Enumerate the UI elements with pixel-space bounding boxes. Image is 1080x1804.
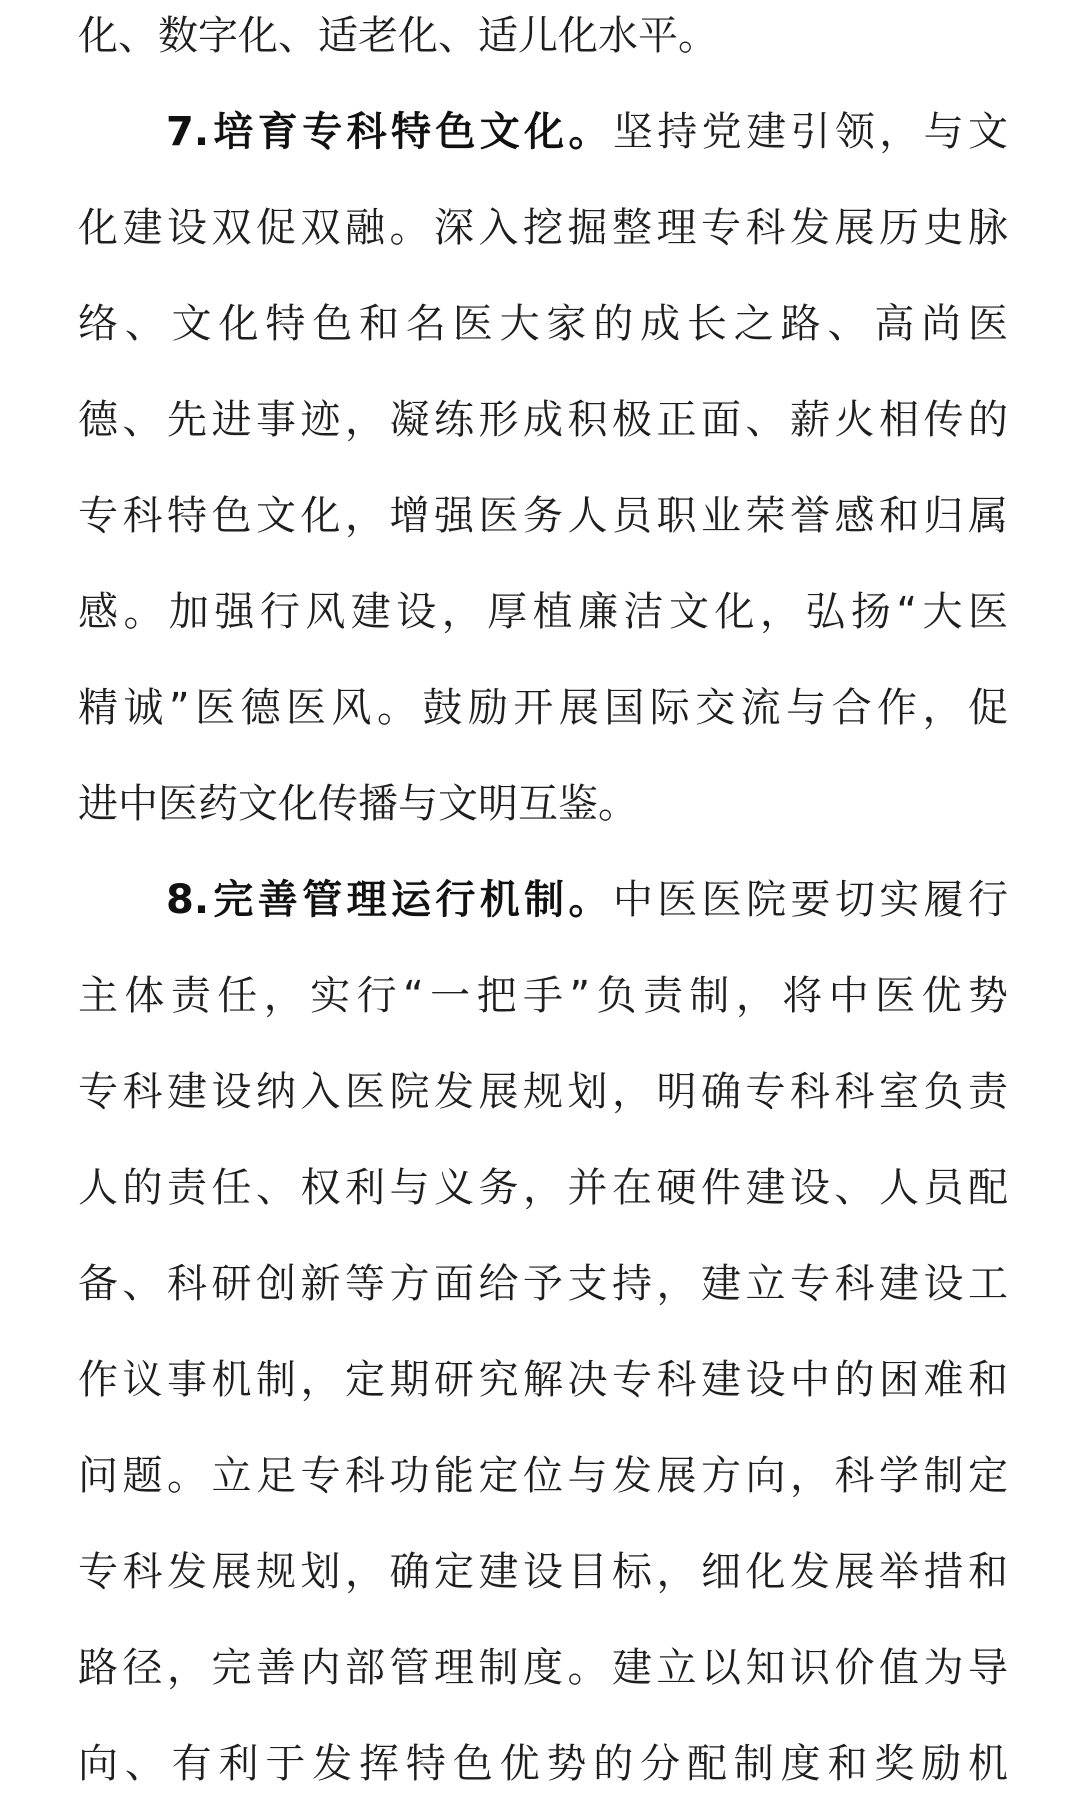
text-line [78, 1044, 1008, 1140]
line-text: 主体责任，实行“一把手”负责制，将中医优势 [78, 973, 1008, 1019]
text-line [78, 756, 1008, 852]
text-line [78, 660, 1008, 756]
line-text: 问题。立足专科功能定位与发展方向，科学制定 [78, 1453, 1008, 1499]
text-line [78, 1140, 1008, 1236]
text-line [78, 948, 1008, 1044]
line-text: 德、先进事迹，凝练形成积极正面、薪火相传的 [78, 397, 1008, 443]
text-line [78, 1236, 1008, 1332]
section-heading: 8.完善管理运行机制。 [166, 877, 613, 923]
line-text: 化建设双促双融。深入挖掘整理专科发展历史脉 [78, 205, 1008, 251]
text-line [78, 564, 1008, 660]
section-heading: 7.培育专科特色文化。 [166, 109, 613, 155]
text-line [78, 468, 1008, 564]
line-text: 专科建设纳入医院发展规划，明确专科科室负责 [78, 1069, 1008, 1115]
line-text: 化、数字化、适老化、适儿化水平。 [78, 13, 718, 59]
line-text: 专科发展规划，确定建设目标，细化发展举措和 [78, 1549, 1008, 1595]
text-line [78, 1524, 1008, 1620]
text-line [78, 276, 1008, 372]
text-line [78, 180, 1008, 276]
line-text: 备、科研创新等方面给予支持，建立专科建设工 [78, 1261, 1008, 1307]
text-line [78, 1428, 1008, 1524]
line-text: 络、文化特色和名医大家的成长之路、高尚医 [78, 301, 1008, 347]
section-8-heading-line [166, 852, 1008, 948]
text-line [78, 1332, 1008, 1428]
line-text: 人的责任、权利与义务，并在硬件建设、人员配 [78, 1165, 1008, 1211]
line-text: 感。加强行风建设，厚植廉洁文化，弘扬“大医 [78, 589, 1008, 635]
line-text: 作议事机制，定期研究解决专科建设中的困难和 [78, 1357, 1008, 1403]
line-text: 坚持党建引领，与文 [612, 109, 1008, 155]
text-line [78, 372, 1008, 468]
line-text: 精诚”医德医风。鼓励开展国际交流与合作，促 [78, 685, 1008, 731]
text-line [78, 1620, 1008, 1716]
line-text: 中医医院要切实履行 [612, 877, 1008, 923]
line-text: 进中医药文化传播与文明互鉴。 [78, 781, 638, 827]
line-text: 向、有利于发挥特色优势的分配制度和奖励机 [78, 1741, 1008, 1787]
line-text: 专科特色文化，增强医务人员职业荣誉感和归属 [78, 493, 1008, 539]
line-text: 路径，完善内部管理制度。建立以知识价值为导 [78, 1645, 1008, 1691]
section-7-heading-line [166, 84, 1008, 180]
text-line [78, 1716, 1008, 1804]
text-line [78, 0, 1008, 84]
